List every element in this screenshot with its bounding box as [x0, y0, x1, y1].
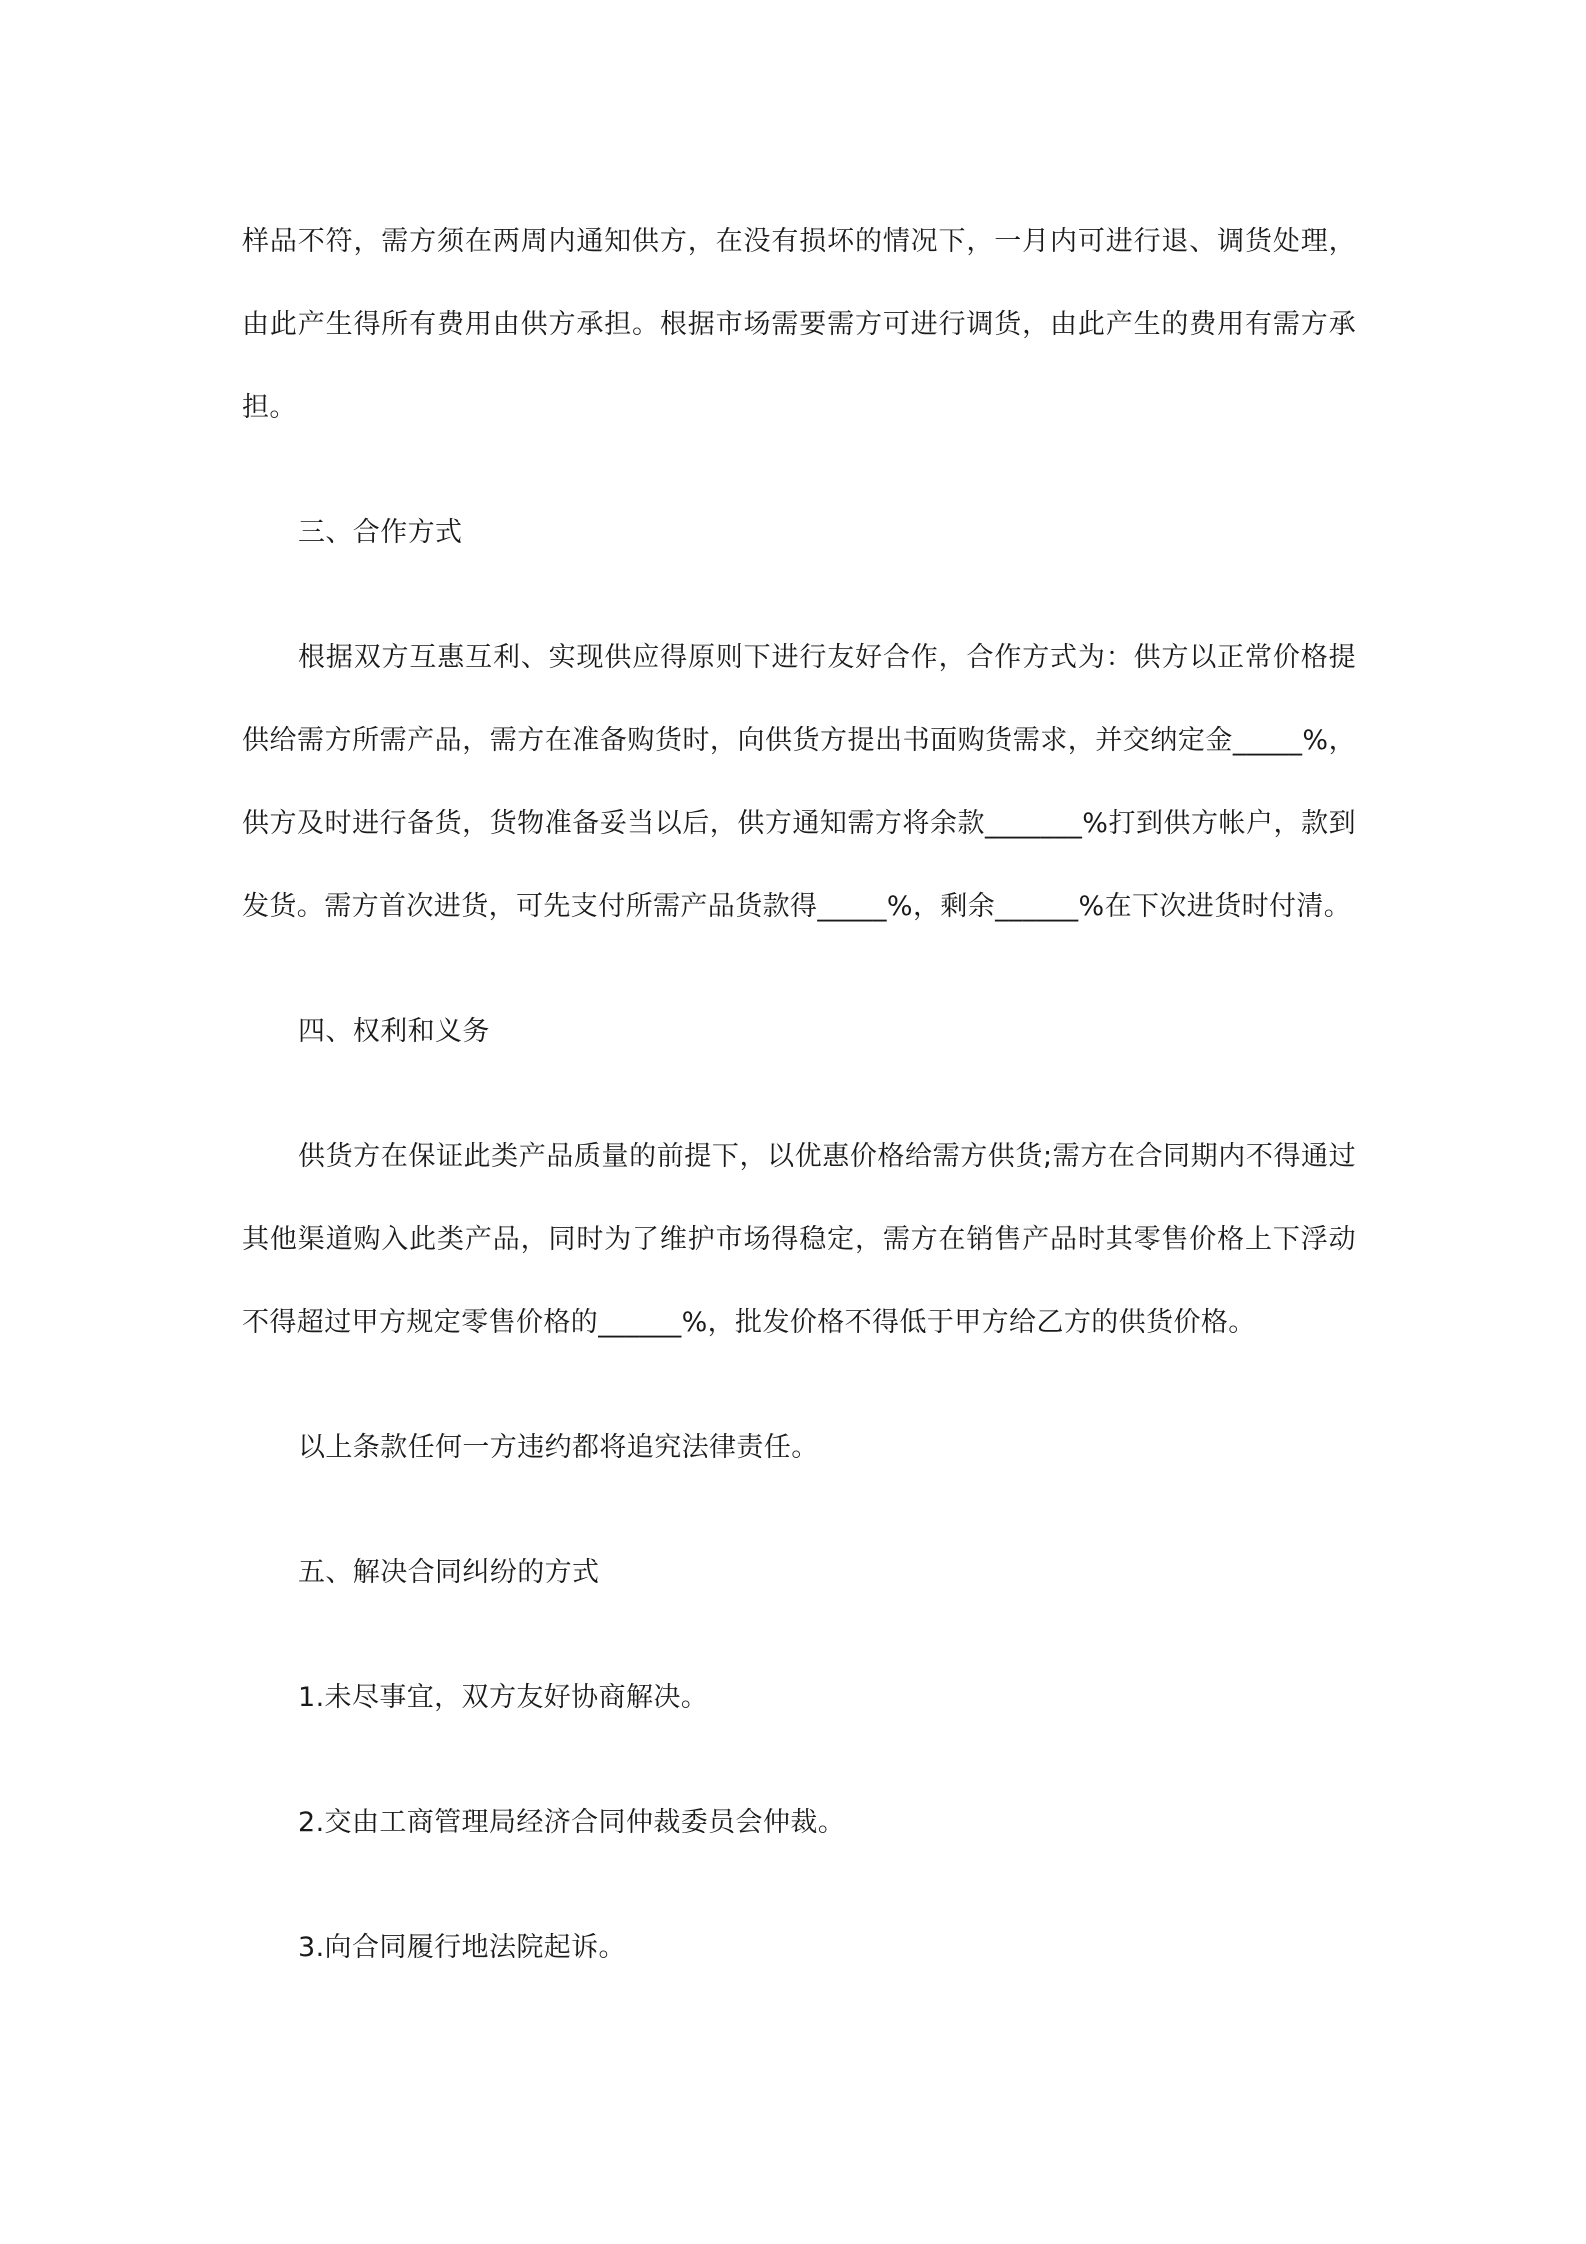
- spacer: [242, 1073, 1356, 1115]
- spacer: [242, 449, 1356, 491]
- spacer: [242, 1739, 1356, 1781]
- spacer: [242, 1614, 1356, 1656]
- document-content: [242, 200, 1356, 1989]
- spacer: [242, 948, 1356, 990]
- spacer: [242, 1489, 1356, 1531]
- section-5-item-2: 2.交由工商管理局经济合同仲裁委员会仲裁。: [298, 1807, 846, 1838]
- paragraph-continued: 样品不符，需方须在两周内通知供方，在没有损坏的情况下，一月内可进行退、调货处理，由此产生得所有费用由供方承担。根据市场需要需方可进行调货，由此产生的费用有需方承担。: [242, 226, 1356, 423]
- spacer: [242, 1364, 1356, 1406]
- section-3-body: 根据双方互惠互利、实现供应得原则下进行友好合作，合作方式为：供方以正常价格提供给需方所需产品，需方在准备购货时，向供货方提出书面购货需求，并交纳定金_____%，供方及时进行备货，货物准备妥当以后，供方通知需方将余款_______%打到供方帐户，款到发货。需方首次进货，可先支付所需产品货款得_____%，剩余______%在下次进货时付清。: [242, 642, 1356, 922]
- section-4-body: 供货方在保证此类产品质量的前提下，以优惠价格给需方供货;需方在合同期内不得通过其他渠道购入此类产品，同时为了维护市场得稳定，需方在销售产品时其零售价格上下浮动不得超过甲方规定零售价格的______%，批发价格不得低于甲方给乙方的供货价格。: [242, 1141, 1356, 1338]
- section-3-title: 三、合作方式: [298, 517, 463, 548]
- section-5-item-3: 3.向合同履行地法院起诉。: [298, 1932, 626, 1963]
- section-4-note: 以上条款任何一方违约都将追究法律责任。: [298, 1432, 819, 1463]
- spacer: [242, 574, 1356, 616]
- section-5-item-1: 1.未尽事宜，双方友好协商解决。: [298, 1682, 709, 1713]
- spacer: [242, 1864, 1356, 1906]
- section-4-title: 四、权利和义务: [298, 1016, 490, 1047]
- section-5-title: 五、解决合同纠纷的方式: [298, 1557, 600, 1588]
